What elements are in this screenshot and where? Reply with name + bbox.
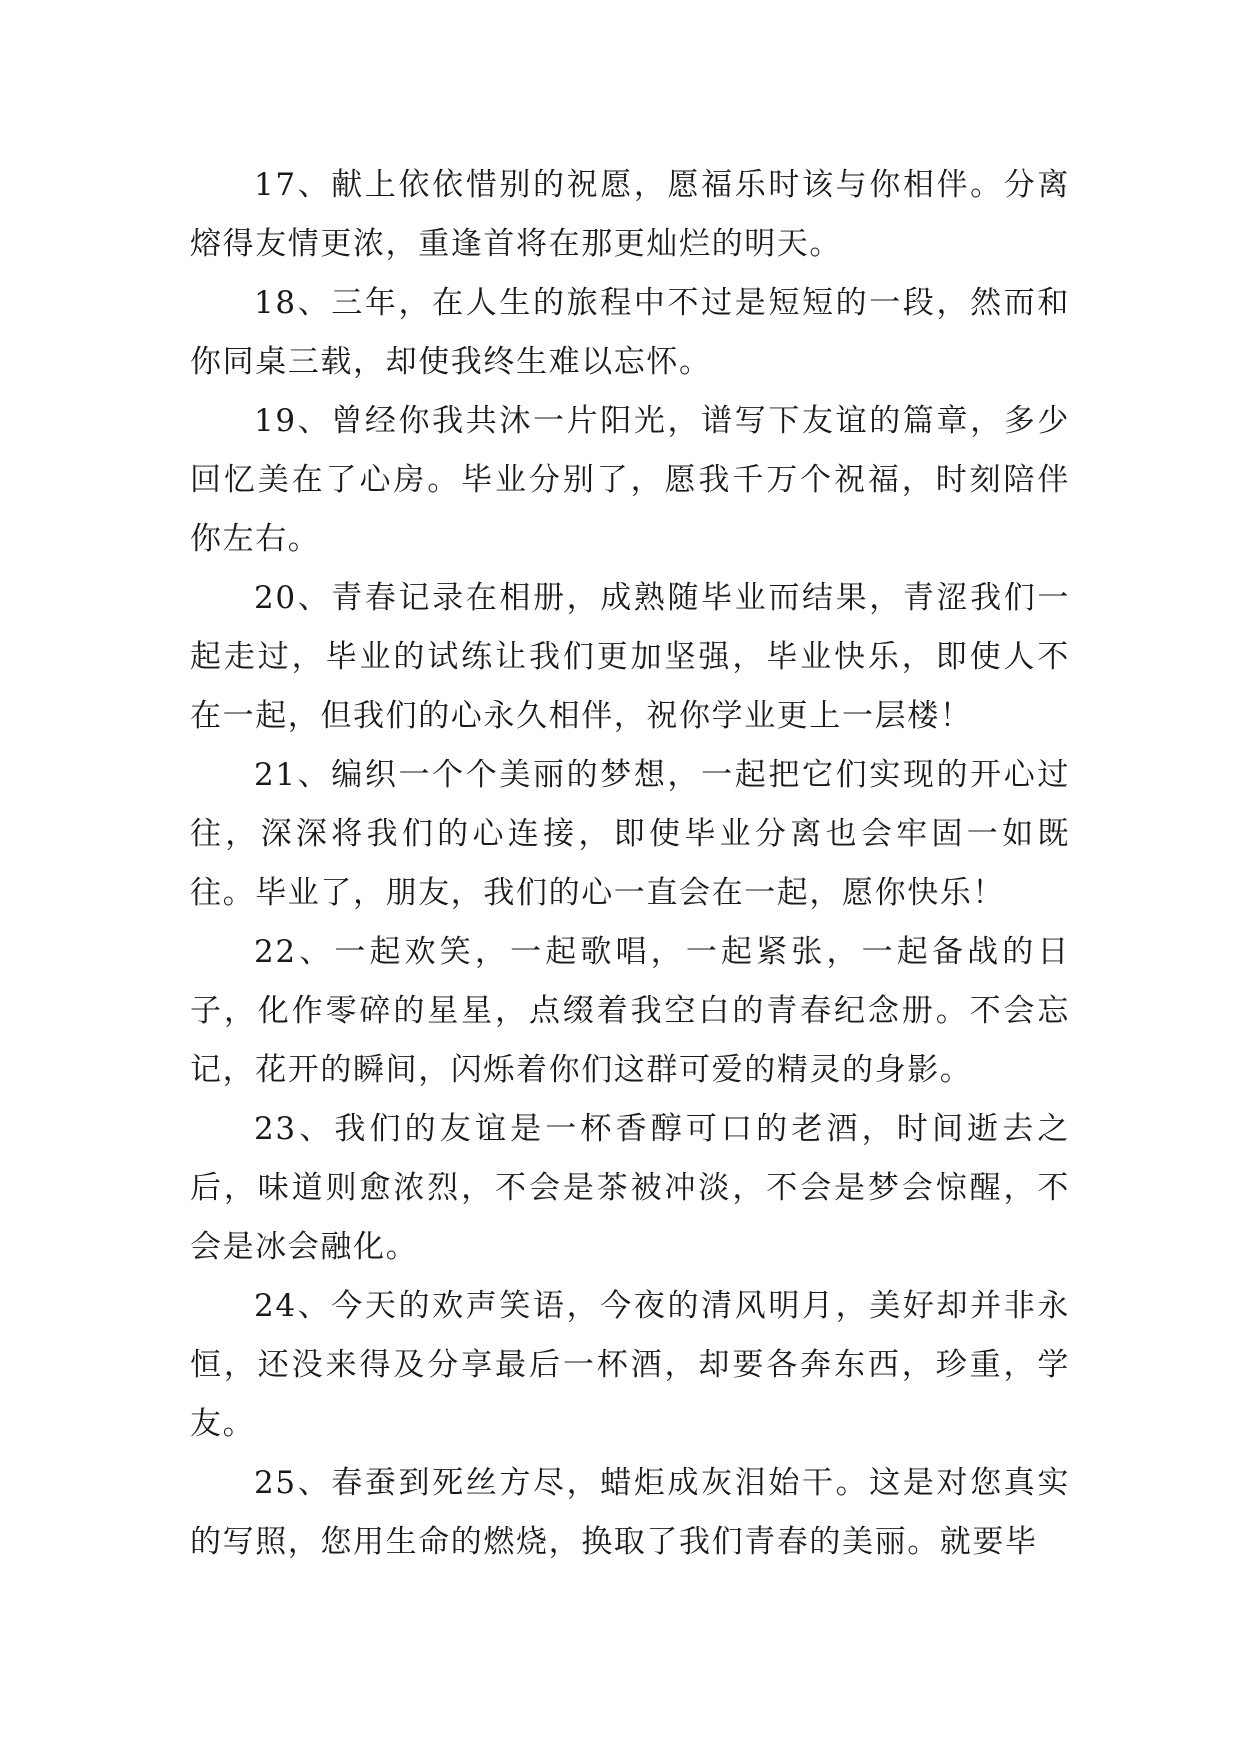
paragraph-19: 19、曾经你我共沐一片阳光，谱写下友谊的篇章，多少回忆美在了心房。毕业分别了，愿我千万个祝福，时刻陪伴你左右。 bbox=[190, 403, 1070, 557]
paragraph-17: 17、献上依依惜别的祝愿，愿福乐时该与你相伴。分离熔得友情更浓，重逢首将在那更灿烂的明天。 bbox=[190, 167, 1070, 262]
paragraph-22: 22、一起欢笑，一起歌唱，一起紧张，一起备战的日子，化作零碎的星星，点缀着我空白的青春纪念册。不会忘记，花开的瞬间，闪烁着你们这群可爱的精灵的身影。 bbox=[190, 934, 1070, 1088]
paragraph-25: 25、春蚕到死丝方尽，蜡炬成灰泪始干。这是对您真实的写照，您用生命的燃烧，换取了我们青春的美丽。就要毕 bbox=[190, 1465, 1070, 1560]
paragraph-18: 18、三年，在人生的旅程中不过是短短的一段，然而和你同桌三载，却使我终生难以忘怀。 bbox=[190, 285, 1070, 380]
paragraph-23: 23、我们的友谊是一杯香醇可口的老酒，时间逝去之后，味道则愈浓烈，不会是茶被冲淡，不会是梦会惊醒，不会是冰会融化。 bbox=[190, 1111, 1070, 1265]
paragraph-21: 21、编织一个个美丽的梦想，一起把它们实现的开心过往，深深将我们的心连接，即使毕业分离也会牢固一如既往。毕业了，朋友，我们的心一直会在一起，愿你快乐！ bbox=[190, 757, 1070, 911]
paragraph-20: 20、青春记录在相册，成熟随毕业而结果，青涩我们一起走过，毕业的试练让我们更加坚强，毕业快乐，即使人不在一起，但我们的心永久相伴，祝你学业更上一层楼！ bbox=[190, 580, 1070, 734]
paragraph-24: 24、今天的欢声笑语，今夜的清风明月，美好却并非永恒，还没来得及分享最后一杯酒，却要各奔东西，珍重，学友。 bbox=[190, 1288, 1070, 1442]
document-body bbox=[190, 156, 1070, 1572]
